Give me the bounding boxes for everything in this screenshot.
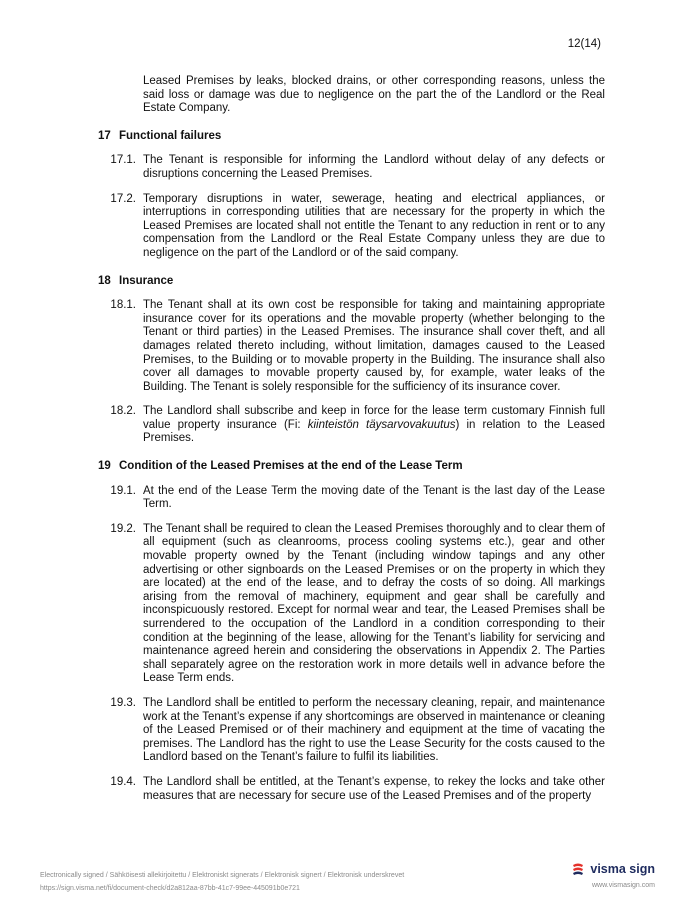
visma-sign-logo bbox=[571, 862, 655, 876]
section-number: 17 bbox=[98, 129, 111, 142]
clause-text: The Tenant shall at its own cost be responsible for taking and maintaining appropriate insurance cover for its operations and the movable property (whether belonging to the Tenant or third parties) in the Leased Premises. The insurance shall cover theft, and all damages related thereto including, without limitation, damages caused to the Leased Premises, to the Building or to movable property in the Building. The insurance shall also cover all damages to movable property caused by, for example, water leaks of the Building. The Tenant is solely responsible for the sufficiency of its insurance cover. bbox=[143, 299, 605, 393]
clause-18-1 bbox=[98, 299, 605, 394]
clause-19-1 bbox=[98, 485, 605, 512]
clause-number: 19.1. bbox=[110, 484, 136, 497]
clause-text: The Tenant shall be required to clean the Leased Premises thoroughly and to clear them of all equipment (such as cleanrooms, process cooling systems etc.), gear and other movable property owned by the Tenant (including window tapings and any other advertising or other signboards on the Leased Premises or on the property in which they are located) at the end of the lease, and to defray the costs of so doing. All markings arising from the removal of machinery, equipment and gear shall be carefully and inconspicuously restored. Except for normal wear and tear, the Leased Premises shall be surrendered to the occupation of the Landlord in a condition corresponding to their condition at the beginning of the lease, allowing for the Tenant’s liability for servicing and maintenance agreed herein and considering the observations in Appendix 2. The Parties shall separately agree on the restoration work in more details well in advance before the Lease Term ends. bbox=[143, 522, 605, 685]
clause-text bbox=[143, 405, 605, 446]
clause-number: 18.2. bbox=[110, 405, 136, 418]
clause-19-2 bbox=[98, 523, 605, 686]
clause-number: 19.2. bbox=[110, 522, 136, 535]
document-body bbox=[98, 75, 605, 814]
clause-text-part: ) in relation to the Leased Premises. bbox=[143, 418, 606, 445]
clause-text-part: The Landlord shall subscribe and keep in force for the lease term customary Finnish full value property insurance (Fi: bbox=[143, 405, 605, 431]
section-number: 19 bbox=[98, 460, 111, 473]
section-title: Condition of the Leased Premises at the end of the Lease Term bbox=[119, 460, 463, 473]
page-number: 12(14) bbox=[567, 38, 601, 50]
clause-number: 19.3. bbox=[110, 696, 136, 709]
clause-19-4 bbox=[98, 776, 605, 803]
section-title: Insurance bbox=[119, 274, 174, 287]
intro-paragraph: Leased Premises by leaks, blocked drains, or other corresponding reasons, unless the said loss or damage was due to negligence on the part the of the Landlord or the Real Estate Company. bbox=[143, 75, 605, 115]
clause-17-2 bbox=[98, 193, 605, 261]
section-heading-19 bbox=[98, 460, 605, 474]
clause-text: The Landlord shall be entitled to perform the necessary cleaning, repair, and maintenance work at the Tenant’s expense if any shortcomings are observed in maintenance or cleaning of the Leased Premised or of their machinery and equipment at the time of vacating the premises. The Landlord has the right to use the Lease Security for the costs caused to the Landlord based on the Tenant’s failure to fulfil its liabilities. bbox=[143, 696, 605, 764]
section-title: Functional failures bbox=[119, 129, 222, 142]
clause-number: 17.2. bbox=[110, 192, 136, 205]
clause-text: Temporary disruptions in water, sewerage, heating and electrical appliances, or interruptions in corresponding utilities that are necessary for the property in which the Leased Premises are located shall not entitle the Tenant to any reduction in rent or to any compensation from the Landlord or the Real Estate Company unless they are due to negligence on the part of the Landlord or of the said company. bbox=[143, 192, 605, 259]
brand-footer bbox=[571, 862, 655, 889]
brand-url[interactable]: www.vismasign.com bbox=[591, 882, 655, 889]
clause-number: 18.1. bbox=[110, 299, 136, 312]
clause-text: The Landlord shall be entitled, at the Tenant’s expense, to rekey the locks and take other measures that are necessary for secure use of the Leased Premises and of the property bbox=[143, 775, 605, 802]
clause-text: At the end of the Lease Term the moving date of the Tenant is the last day of the Lease Term. bbox=[143, 484, 605, 511]
signature-notice: Electronically signed / Sähköisesti allekirjoitettu / Elektroniskt signerats / Elektronisk signert / Elektronisk underskrevet bbox=[40, 872, 405, 879]
clause-number: 17.1. bbox=[110, 154, 136, 167]
section-heading-17 bbox=[98, 130, 605, 144]
clause-18-2 bbox=[98, 405, 605, 446]
document-check-link[interactable]: https://sign.visma.net/fi/document-check/d2a812aa-87bb-41c7-99ee-445091b0e721 bbox=[40, 885, 300, 892]
section-number: 18 bbox=[98, 274, 111, 287]
clause-text: The Tenant is responsible for informing the Landlord without delay of any defects or disruptions concerning the Leased Premises. bbox=[143, 154, 605, 180]
section-heading-18 bbox=[98, 275, 605, 289]
clause-17-1 bbox=[98, 154, 605, 181]
brand-name: visma sign bbox=[590, 862, 655, 876]
visma-sign-logo-icon bbox=[571, 862, 585, 876]
clause-19-3 bbox=[98, 697, 605, 765]
clause-number: 19.4. bbox=[110, 775, 136, 788]
clause-text-italic: kiinteistön täysarvovakuutus bbox=[307, 418, 456, 431]
signature-footer bbox=[40, 869, 404, 895]
